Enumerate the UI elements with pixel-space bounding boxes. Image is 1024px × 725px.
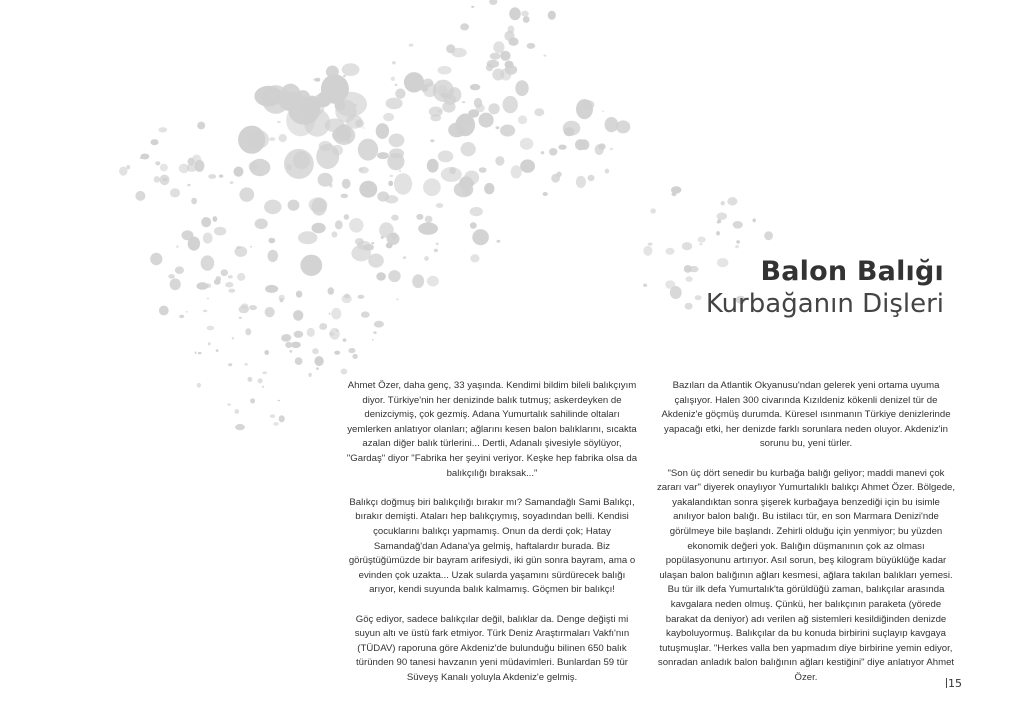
ink-drop	[686, 276, 693, 282]
ink-drop	[721, 201, 725, 205]
ink-drop	[416, 214, 423, 220]
ink-drop	[427, 276, 439, 287]
ink-drop	[214, 279, 221, 285]
ink-drop	[312, 348, 319, 354]
ink-drop	[221, 269, 228, 276]
ink-drop	[373, 331, 376, 334]
ink-drop	[454, 182, 474, 197]
ink-drop	[179, 315, 184, 319]
ink-drop	[265, 307, 275, 317]
ink-drop	[234, 246, 247, 257]
ink-drop	[685, 303, 693, 310]
ink-drop	[269, 137, 275, 141]
ink-drop	[376, 272, 386, 280]
ink-drop	[160, 164, 168, 172]
ink-drop	[460, 23, 469, 30]
ink-drop	[508, 38, 518, 46]
ink-drop	[244, 363, 248, 366]
ink-drop	[500, 51, 510, 61]
ink-drop	[387, 153, 404, 170]
ink-drop	[394, 173, 412, 195]
ink-drop	[386, 98, 403, 110]
ink-drop	[486, 64, 493, 72]
page-number-text: 15	[948, 677, 962, 690]
ink-drop	[265, 285, 278, 293]
ink-drop	[430, 139, 434, 142]
ink-drop	[201, 217, 211, 227]
ink-drop	[423, 178, 441, 196]
paragraph: Balıkçı doğmuş biri balıkçılığı bırakır mı? Samandağlı Sami Balıkçı, bırakır demişti. Ataları hep balıkçıymış, soyadından belli. Kendisi çocuklarını balıkçı yapmamış. Onun da derdi çok; Hatay Samandağ'dan Adana'ya gelmiş, haftalardır burada. Biz görüştüğümüzde bir bayram arifesiydi, iki gün sonra bayram, ama o evinden çok uzakta... Uzak sularda yaşamını sürdürecek balığı arıyor, kendi suyunda balık kalmamış. Göçmen bir balıkçı!	[348, 496, 636, 596]
ink-drop	[159, 127, 168, 132]
ink-drop	[602, 110, 604, 112]
ink-drop	[428, 160, 431, 162]
ink-drop	[258, 378, 263, 383]
ink-drop	[264, 350, 269, 355]
ink-drop	[727, 197, 737, 205]
ink-drop	[436, 203, 443, 208]
ink-drop	[695, 295, 702, 300]
ink-drop	[423, 82, 437, 97]
ink-drop	[434, 249, 438, 252]
ink-drop	[390, 175, 394, 177]
ink-drop	[232, 337, 234, 340]
paragraph: Bazıları da Atlantik Okyanusu'ndan gelerek yeni ortama uyuma çalışıyor. Halen 300 civarında Kızıldeniz kökenli denizel tür de Akdeniz'e göçmüş durumda. Küresel ısınmanın Türkiye denizlerinde yapacağı etki, her denizde farklı sorunlara neden oluyor. Akdeniz'in sorunu bu, yeni türler.	[661, 380, 951, 450]
ink-drop	[355, 119, 364, 127]
ink-drop	[213, 216, 218, 222]
ink-drop	[442, 101, 455, 113]
ink-drop	[241, 303, 248, 309]
ink-drop	[238, 168, 242, 171]
ink-drop	[245, 328, 251, 335]
ink-drop	[296, 291, 302, 298]
ink-drop	[374, 321, 384, 328]
ink-drop	[470, 222, 477, 228]
ink-drop	[170, 278, 181, 290]
right-text-column	[656, 379, 956, 700]
ink-drop	[250, 246, 252, 248]
ink-drop	[182, 230, 194, 240]
ink-drop	[396, 299, 399, 301]
ink-drop	[160, 175, 170, 186]
ink-drop	[595, 144, 604, 155]
ink-drop	[284, 149, 314, 179]
ink-drop	[648, 243, 653, 246]
ink-drop	[479, 167, 487, 173]
paragraph: Ahmet Özer, daha genç, 33 yaşında. Kendimi bildim bileli balıkçıyım diyor. Türkiye'nin her denizinde balık tutmuş; askerdeyken de denizciymiş, çok gezmiş. Adana Yumurtalık sahilinde oltaları yemlerken anlatıyor olanları; ağlarını kesen balon balıklarını, sıcakta azalan diğer balık türlerini... Dertli, Adanalı şivesiyle söylüyor, "Gardaş" diyor "Fabrika her şeyini veriyor. Keşke hep fabrika olsa da balıkçılığı bıraksak..."	[346, 380, 638, 479]
ink-drop	[119, 167, 127, 176]
ink-drop	[503, 96, 518, 113]
ink-drop	[387, 233, 400, 245]
ink-drop	[520, 159, 535, 172]
ink-drop	[237, 273, 245, 281]
ink-drop	[470, 207, 483, 216]
ink-drop	[472, 229, 489, 245]
ink-drop	[348, 348, 355, 353]
ink-drop	[470, 84, 480, 90]
ink-drop	[191, 198, 197, 205]
ink-drop	[508, 26, 515, 34]
ink-drop	[159, 306, 169, 316]
ink-drop	[441, 167, 462, 182]
ink-drop	[207, 298, 209, 300]
ink-drop	[527, 43, 536, 49]
ink-drop	[376, 123, 389, 139]
ink-drop	[168, 274, 175, 279]
ink-drop	[438, 66, 452, 75]
ink-drop	[293, 310, 303, 321]
ink-drop	[672, 192, 677, 196]
page-number	[946, 677, 962, 690]
ink-drop	[363, 127, 365, 129]
ink-drop	[365, 188, 370, 194]
ink-drop	[198, 352, 202, 354]
ink-drop	[201, 255, 215, 270]
ink-drop	[334, 351, 340, 355]
ink-drop	[541, 151, 545, 154]
ink-drop	[195, 352, 197, 354]
ink-drop	[556, 172, 561, 178]
ink-drop	[207, 326, 215, 331]
ink-drop	[471, 6, 474, 8]
ink-drop	[331, 308, 341, 320]
ink-drop	[329, 332, 334, 336]
ink-drop	[670, 286, 682, 299]
ink-drop	[389, 134, 405, 148]
ink-drop	[312, 223, 326, 234]
ink-drop	[392, 61, 396, 64]
ink-drop	[461, 142, 476, 156]
ink-drop	[228, 275, 233, 278]
ink-drop	[343, 338, 347, 341]
ink-drop	[187, 184, 190, 187]
ink-drop	[505, 61, 514, 69]
ink-drop	[344, 214, 349, 220]
ink-drop	[300, 255, 322, 276]
ink-drop	[438, 151, 454, 163]
ink-drop	[331, 231, 337, 237]
ink-drop	[248, 377, 253, 382]
ink-drop	[682, 242, 692, 250]
ink-drop	[490, 53, 501, 60]
ink-drop	[262, 371, 267, 374]
ink-drop	[474, 98, 482, 108]
ink-drop	[509, 7, 521, 20]
ink-drop	[170, 188, 180, 197]
ink-drop	[308, 373, 311, 377]
ink-drop	[699, 243, 702, 245]
article-title: Balon Balığı	[760, 256, 944, 287]
ink-drop	[616, 120, 630, 133]
ink-drop	[175, 266, 184, 274]
ink-drop	[176, 245, 178, 248]
ink-drop	[319, 323, 327, 330]
ink-drop	[358, 295, 365, 299]
ink-drop	[179, 164, 190, 174]
ink-drop	[717, 219, 721, 223]
ink-drop	[425, 216, 433, 223]
ink-drop	[470, 254, 479, 262]
ink-drop	[733, 221, 743, 229]
ink-drop	[298, 231, 318, 244]
ink-drop	[385, 195, 398, 203]
ink-drop	[216, 349, 219, 352]
ink-drop	[383, 113, 394, 121]
ink-drop	[238, 126, 265, 154]
ink-drop	[333, 126, 356, 145]
ink-drop	[214, 227, 226, 236]
ink-drop	[448, 123, 465, 138]
ink-drop	[436, 243, 439, 246]
ink-drop	[368, 254, 384, 268]
ink-drop	[307, 328, 315, 337]
ink-drop	[511, 165, 522, 178]
ink-drop	[314, 356, 323, 366]
ink-drop	[194, 160, 204, 172]
ink-drop	[291, 342, 301, 348]
ink-drop	[576, 176, 586, 188]
ink-drop	[313, 78, 316, 80]
ink-drop	[515, 80, 528, 96]
ink-drop	[239, 317, 242, 319]
ink-drop	[249, 305, 257, 310]
ink-drop	[518, 115, 527, 124]
ink-drop	[203, 310, 207, 313]
ink-drop	[446, 44, 455, 53]
left-text-column	[345, 379, 639, 700]
ink-drop	[235, 424, 245, 430]
ink-drop	[335, 220, 343, 229]
ink-drop	[328, 287, 335, 295]
ink-drop	[717, 213, 728, 220]
ink-drop	[534, 108, 544, 116]
ink-drop	[249, 162, 258, 172]
ink-drop	[549, 148, 557, 156]
ink-drop	[543, 192, 548, 196]
ink-drop	[304, 109, 330, 137]
ink-drop	[312, 198, 327, 216]
ink-drop	[321, 74, 349, 104]
ink-drop	[140, 154, 149, 160]
ink-drop	[412, 274, 424, 288]
ink-drop	[395, 89, 405, 99]
ink-drop	[219, 175, 223, 178]
ink-drop	[316, 367, 319, 370]
ink-drop	[188, 158, 195, 166]
ink-drop	[605, 117, 619, 132]
ink-drop	[764, 231, 773, 240]
ink-drop	[352, 354, 357, 359]
ink-drop	[548, 11, 556, 20]
ink-drop	[264, 200, 281, 215]
ink-drop	[391, 77, 395, 82]
ink-drop	[343, 75, 346, 77]
ink-drop	[377, 152, 389, 159]
ink-drop	[716, 231, 720, 235]
ink-drop	[429, 107, 443, 117]
ink-drop	[228, 289, 235, 293]
ink-drop	[342, 179, 351, 189]
ink-drop	[268, 250, 279, 262]
ink-drop	[135, 191, 145, 201]
ink-drop	[234, 167, 244, 177]
ink-drop	[318, 173, 333, 187]
ink-drop	[492, 69, 504, 81]
ink-drop	[341, 369, 348, 375]
ink-drop	[521, 11, 529, 17]
ink-drop	[753, 219, 756, 223]
ink-drop	[418, 222, 438, 234]
ink-drop	[588, 175, 595, 181]
ink-drop	[523, 16, 530, 23]
ink-drop	[399, 170, 401, 171]
ink-drop	[736, 240, 740, 243]
ink-drop	[329, 313, 331, 315]
ink-drop	[268, 238, 275, 244]
ink-drop	[359, 168, 364, 172]
article-subtitle: Kurbağanın Dişleri	[705, 289, 944, 319]
ink-drop	[484, 183, 494, 194]
ink-drop	[391, 215, 399, 221]
ink-drop	[225, 282, 233, 288]
ink-drop	[735, 245, 739, 248]
ink-drop	[371, 242, 374, 245]
ink-drop	[357, 241, 371, 250]
ink-drop	[336, 329, 339, 331]
ink-drop	[294, 331, 304, 338]
ink-drop	[228, 363, 232, 366]
ink-drop	[496, 240, 500, 243]
ink-drop	[154, 176, 160, 183]
ink-drop	[208, 342, 211, 345]
ink-drop	[650, 208, 656, 213]
ink-drop	[151, 139, 159, 145]
ink-drop	[698, 237, 706, 243]
ink-splash-group	[119, 0, 773, 430]
ink-drop	[689, 266, 698, 272]
title-block	[706, 256, 944, 319]
ink-drop	[349, 218, 363, 233]
paragraph: "Son üç dört senedir bu kurbağa balığı geliyor; maddi manevi çok zararı var" diyerek onaylıyor Yumurtalıklı balıkçı Ahmet Özer. Bölgede, yakalandıktan sonra şişerek kurbağaya benzediği için bu isimle anılıyor balon balığı. Bu istilacı tür, en son Marmara Denizi'nde görülmeye bile başlandı. Zehirli olduğu için yenmiyor; bu yüzden ekonomik değeri yok. Balığın düşmanının çok az olması popülasyonunu artırıyor. Asıl sorun, beş kilogram büyüklüğe kadar ulaşan balon balığının ağları kesmesi, ağlara takılan balıkları yemesi. Bu tür ilk defa Yumurtalık'ta görüldüğü zaman, balıkçılar arasında kavgalara neden olmuş. Çünkü, her balıkçının paraketa (yörede barakat da deniyor) adı verilen ağ sistemleri kesildiğinden denizde kayboluyormuş. Balıkçılar da bu konuda birbirini suçlayıp kavgaya tutuşmuşlar. "Herkes valla ben yapmadım diye birbirine yemin ediyor, sonradan anladık balon balığının ağları kestiğini" diye anlatıyor Ahmet Özer.	[656, 467, 956, 683]
ink-drop	[544, 55, 547, 57]
ink-drop	[610, 148, 613, 151]
ink-drop	[605, 169, 609, 174]
ink-drop	[279, 415, 285, 422]
page-number-bar	[946, 678, 947, 688]
ink-drop	[279, 134, 287, 142]
ink-drop	[273, 422, 279, 426]
ink-drop	[197, 383, 201, 388]
ink-drop	[197, 122, 205, 130]
ink-drop	[665, 248, 674, 255]
ink-drop	[462, 101, 465, 103]
ink-drop	[388, 270, 400, 282]
ink-drop	[583, 100, 595, 109]
ink-drop	[579, 139, 589, 150]
ink-drop	[520, 138, 534, 150]
ink-drop	[395, 84, 398, 86]
ink-drop	[496, 126, 500, 129]
ink-drop	[563, 121, 581, 136]
ink-drop	[255, 219, 268, 230]
ink-drop	[409, 44, 414, 47]
ink-drop	[372, 339, 374, 341]
ink-drop	[403, 256, 406, 259]
ink-drop	[208, 174, 216, 179]
ink-drop	[280, 298, 284, 302]
ink-drop	[316, 144, 339, 169]
ink-drop	[288, 200, 300, 211]
ink-drop	[155, 161, 160, 165]
ink-drop	[235, 409, 239, 414]
ink-drop	[495, 156, 504, 166]
ink-drop	[186, 311, 188, 313]
ink-drop	[643, 284, 647, 287]
ink-drop	[488, 103, 499, 114]
ink-drop	[358, 139, 378, 161]
ink-drop	[437, 81, 439, 82]
ink-drop	[277, 121, 281, 123]
ink-drop	[206, 283, 212, 288]
ink-drop	[361, 311, 370, 317]
ink-drop	[500, 125, 515, 137]
ink-drop	[230, 181, 234, 184]
ink-drop	[281, 334, 290, 342]
ink-drop	[441, 93, 449, 99]
ink-drop	[459, 114, 473, 126]
ink-drop	[388, 181, 393, 187]
ink-drop	[424, 256, 429, 261]
ink-drop	[203, 233, 213, 244]
ink-drop	[643, 246, 652, 256]
ink-drop	[295, 357, 303, 365]
ink-drop	[150, 253, 162, 265]
ink-drop	[270, 414, 275, 418]
paragraph: Göç ediyor, sadece balıkçılar değil, balıklar da. Denge değişti mi suyun altı ve üstü fark etmiyor. Türk Deniz Araştırmaları Vakfı'nın (TÜDAV) raporuna göre Akdeniz'de bulunduğu bilinen 650 balık türünden 90 tanesi havzanın yeni müdavimleri. Bunlardan 59 tür Süveyş Kanalı yoluyla Akdeniz'e gelmiş.	[354, 613, 630, 683]
ink-drop	[262, 386, 264, 388]
ink-drop	[341, 194, 349, 199]
ink-drop	[278, 400, 281, 402]
ink-drop	[289, 350, 292, 353]
ink-drop	[489, 0, 497, 5]
ink-drop	[279, 92, 304, 112]
ink-drop	[239, 187, 254, 201]
ink-drop	[479, 113, 494, 128]
ink-drop	[558, 145, 566, 150]
ink-drop	[342, 63, 360, 76]
ink-drop	[227, 403, 230, 405]
ink-drop	[344, 294, 350, 299]
ink-drop	[285, 342, 292, 348]
ink-drop	[250, 398, 255, 403]
